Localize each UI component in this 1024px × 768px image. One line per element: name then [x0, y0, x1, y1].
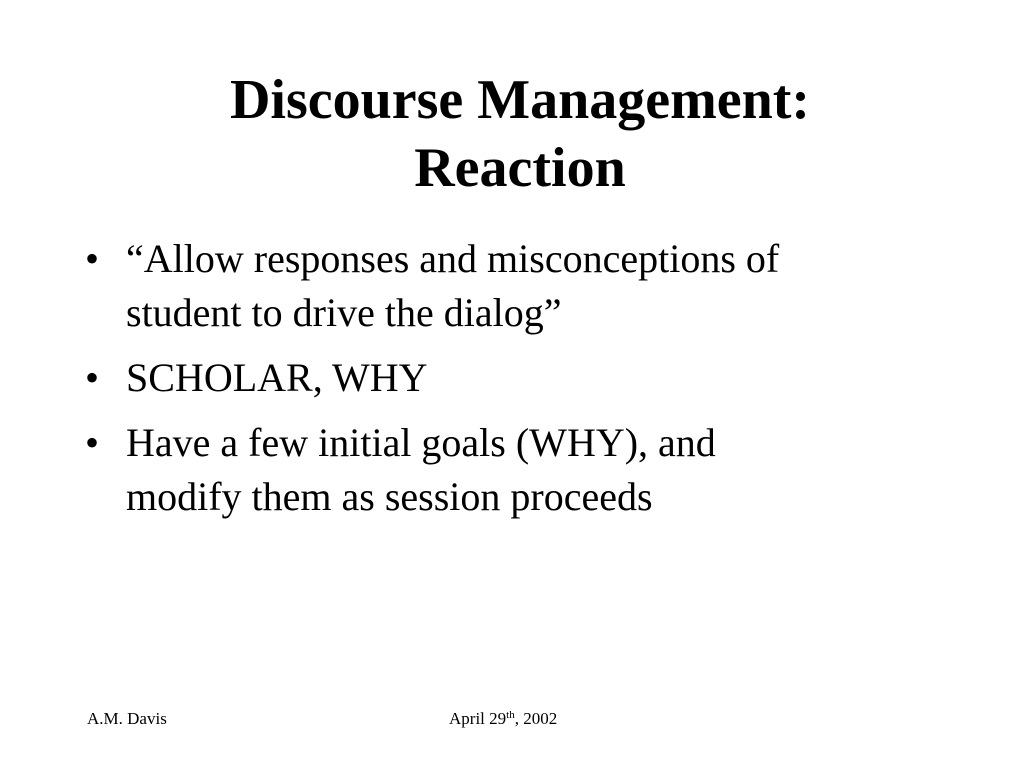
bullet-text-line: modify them as session proceeds — [126, 474, 653, 519]
footer-author: A.M. Davis — [87, 709, 167, 728]
slide-title-line-1: Discourse Management: — [229, 69, 811, 131]
slide-title — [60, 66, 980, 202]
bullet-text-line: Have a few initial goals (WHY), and — [126, 420, 716, 465]
footer-date-suffix: th — [506, 709, 515, 721]
bullet-item — [85, 351, 945, 405]
bullet-text-line: “Allow responses and misconceptions of — [126, 236, 780, 281]
bullet-item — [85, 232, 945, 340]
footer-date-prefix: April 29 — [449, 709, 507, 728]
bullet-text-line: student to drive the dialog” — [126, 290, 562, 335]
bullet-marker: • — [85, 355, 100, 400]
footer-date — [449, 708, 557, 730]
bullet-marker: • — [85, 236, 100, 281]
bullet-list — [85, 232, 945, 535]
slide-title-line-2: Reaction — [414, 137, 626, 199]
footer-date-year: , 2002 — [514, 709, 558, 728]
bullet-text-line: SCHOLAR, WHY — [126, 355, 428, 400]
bullet-item — [85, 416, 945, 524]
bullet-marker: • — [85, 420, 100, 465]
